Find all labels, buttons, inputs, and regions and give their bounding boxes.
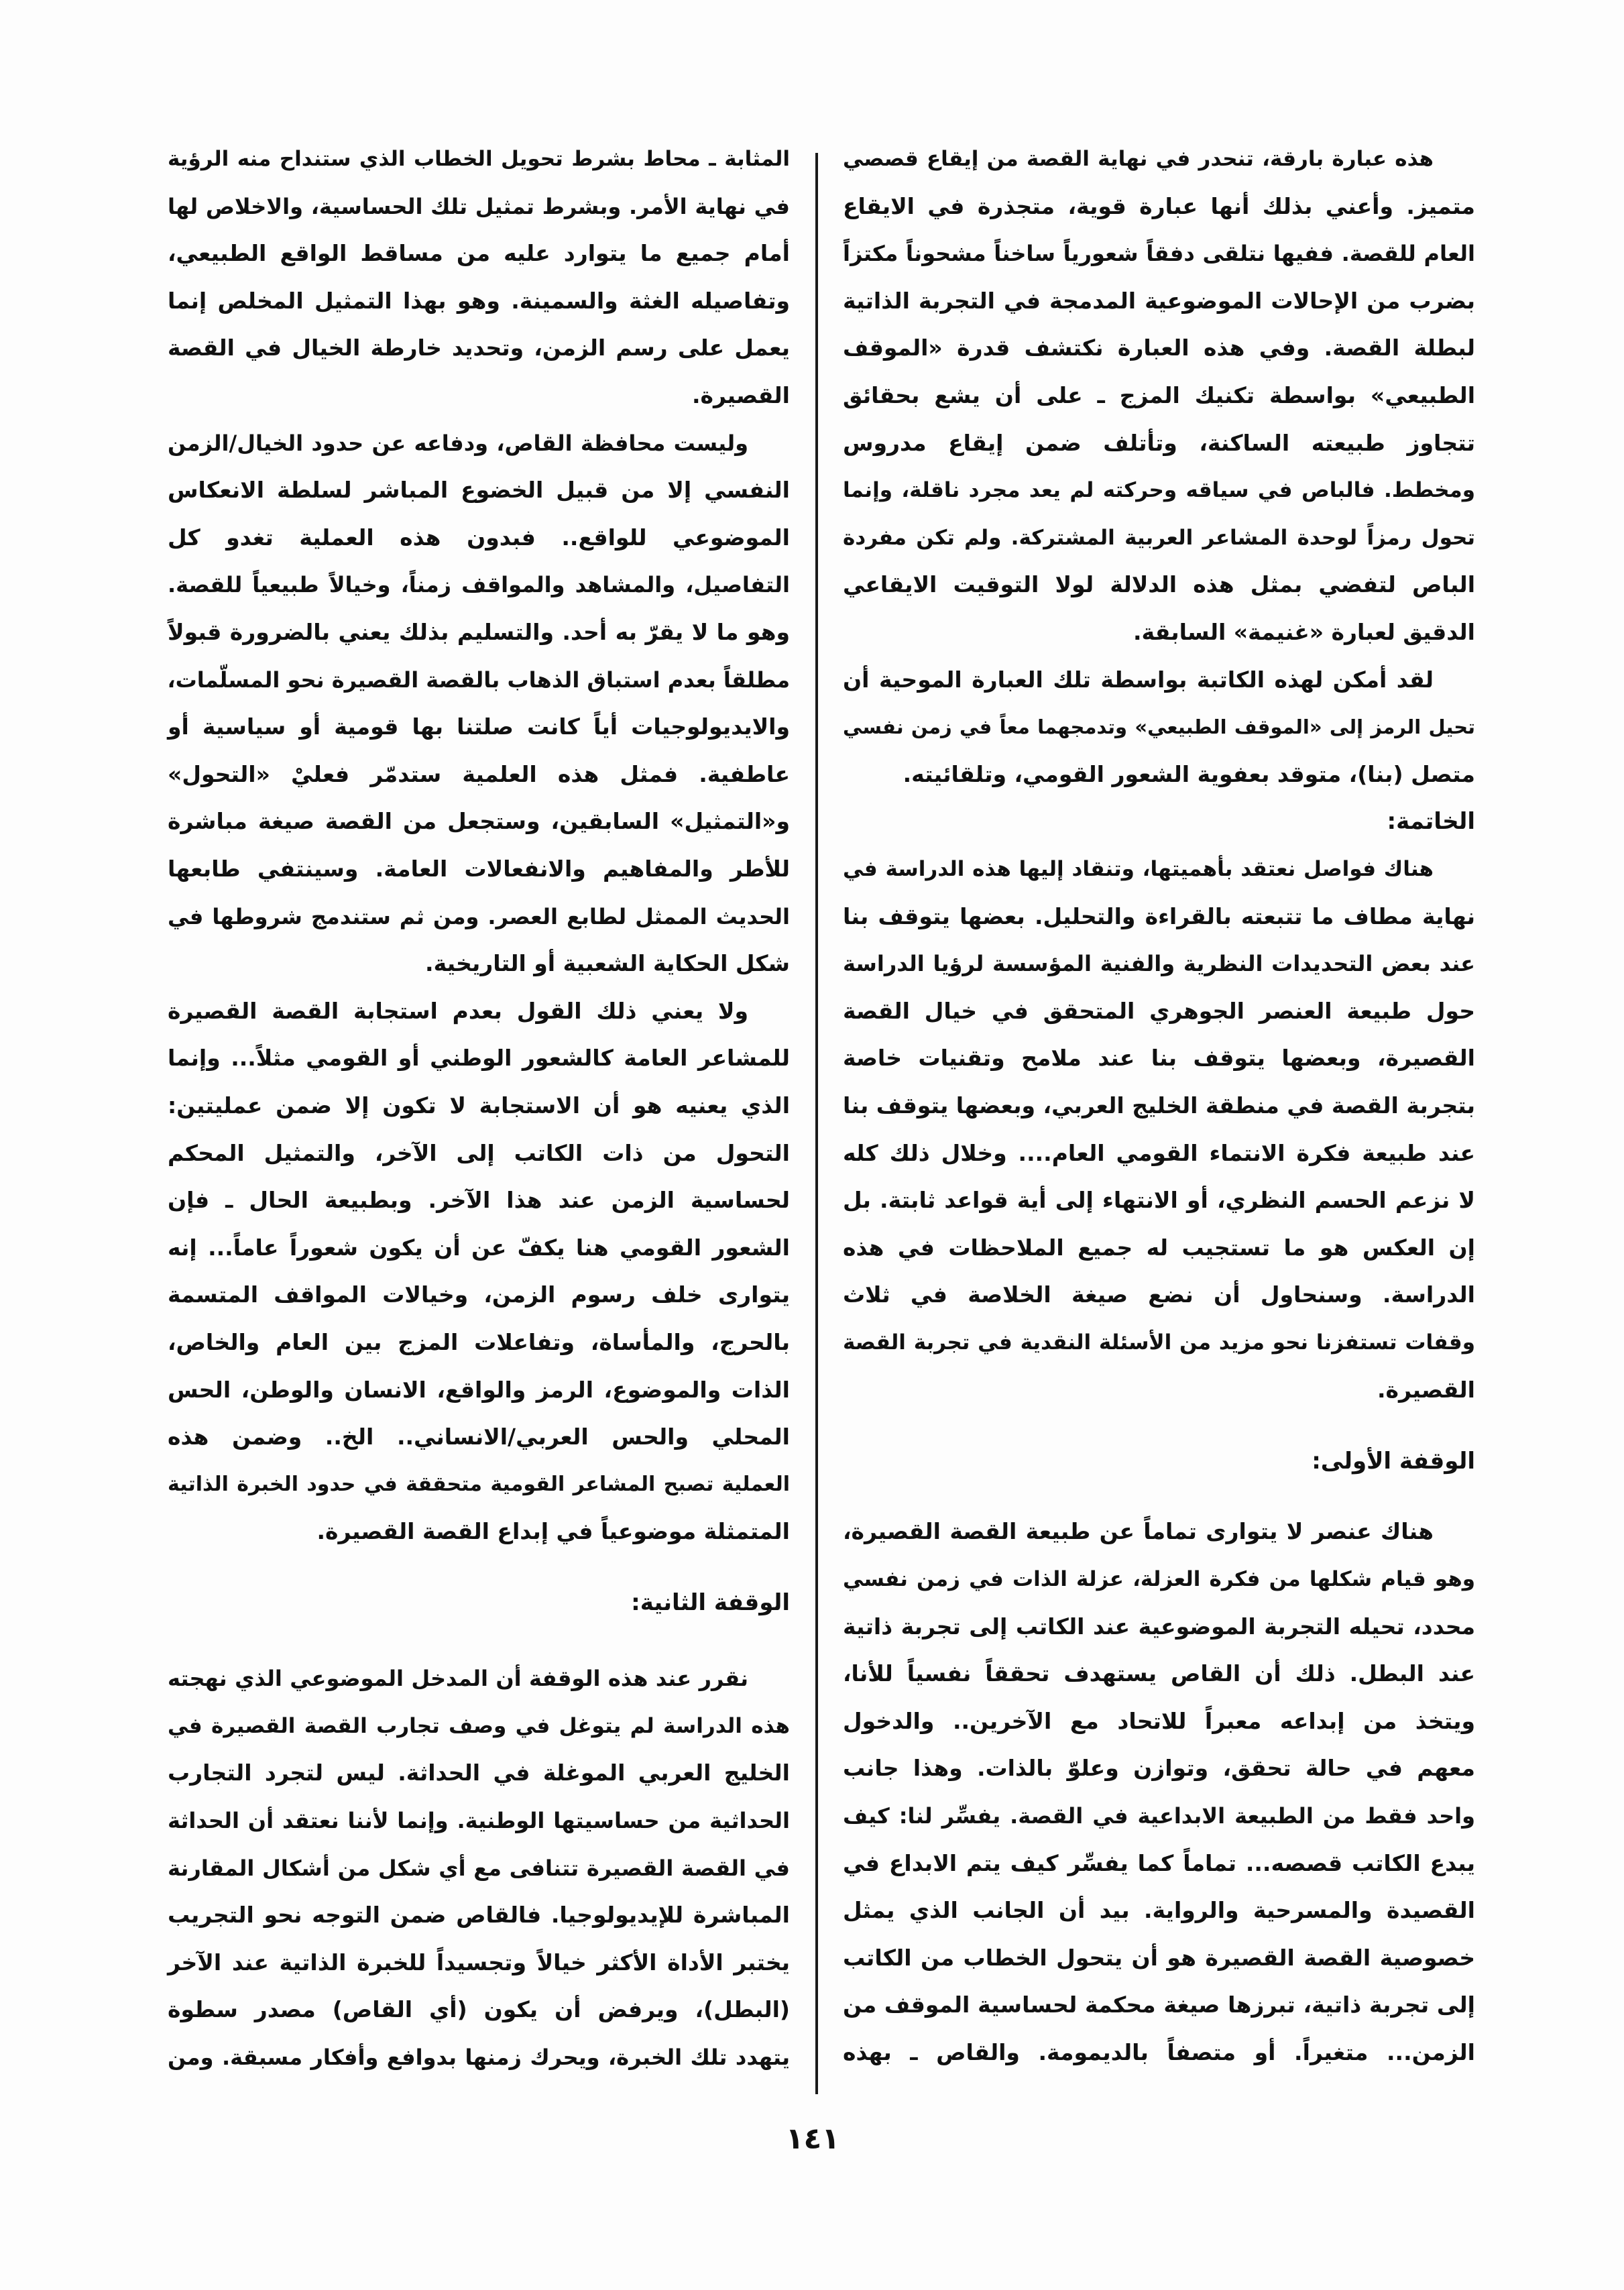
text-line: والايديولوجيات أياً كانت صلتنا بها قومية أو سياسية أو	[168, 713, 790, 740]
text-line: التفاصيل، والمشاهد والمواقف زمناً، وخيالاً طبيعياً للقصة.	[168, 572, 790, 598]
text-line: ولا يعني ذلك القول بعدم استجابة القصة القصيرة	[168, 997, 748, 1024]
text-line: ومخطط. فالباص في سياقه وحركته لم يعد مجرد ناقلة، وإنما	[843, 478, 1475, 503]
column-divider	[815, 153, 818, 2094]
text-line: نهاية مطاف ما تتبعته بالقراءة والتحليل. بعضها يتوقف بنا	[843, 903, 1475, 929]
text-line: عند بعض التحديدات النظرية والفنية المؤسسة لرؤيا الدراسة	[843, 951, 1475, 977]
text-line: و«التمثيل» السابقين، وستجعل من القصة صيغة مباشرة	[168, 808, 790, 835]
text-line: حول طبيعة العنصر الجوهري المتحقق في خيال القصة	[843, 997, 1475, 1024]
text-line: الدراسة. وسنحاول أن نضع صيغة الخلاصة في ثلاث	[843, 1281, 1475, 1308]
text-line: تحيل الرمز إلى «الموقف الطبيعي» وتدمجهما معاً في زمن نفسي	[843, 715, 1475, 739]
left-column	[168, 0, 790, 2290]
page-number: ١٤١	[785, 2122, 840, 2156]
text-line: المباشرة للإيديولوجيا. فالقاص ضمن التوجه نحو التجريب	[168, 1902, 790, 1929]
heading-text: الوقفة الأولى:	[1312, 1447, 1475, 1475]
text-line: ويتخذ من إبداعه معبراً للاتحاد مع الآخرين.. والدخول	[843, 1707, 1475, 1734]
text-line: معهم في حالة تحقق، وتوازن وعلوّ بالذات. وهذا جانب	[843, 1755, 1475, 1782]
text-line: الباص لتفضي بمثل هذه الدلالة لولا التوقيت الايقاعي	[843, 571, 1475, 598]
text-line: للأطر والمفاهيم والانفعالات العامة. وسينتفي طابعها	[168, 856, 790, 882]
text-line: لحساسية الزمن عند هذا الآخر. وبطبيعة الحال ـ فإن	[168, 1187, 790, 1214]
text-line: الخليج العربي الموغلة في الحداثة. ليس لتجرد التجارب	[168, 1760, 790, 1786]
text-line: في القصة القصيرة تتنافى مع أي شكل من أشكال المقارنة	[168, 1855, 790, 1881]
text-line: عند طبيعة فكرة الانتماء القومي العام.... وخلال ذلك كله	[843, 1139, 1475, 1166]
text-line: يختبر الأداة الأكثر خيالاً وتجسيداً للخبرة الذاتية عند الآخر	[168, 1949, 790, 1976]
heading-text: الوقفة الثانية:	[631, 1589, 790, 1617]
text-line: هناك فواصل نعتقد بأهميتها، وتنقاد إليها هذه الدراسة في	[843, 857, 1434, 881]
text-line: وليست محافظة القاص، ودفاعه عن حدود الخيال/الزمن	[168, 430, 748, 456]
text-line: الذات والموضوع، الرمز والواقع، الانسان والوطن، الحس	[168, 1376, 790, 1403]
text-line: هذه عبارة بارقة، تنحدر في نهاية القصة من إيقاع قصصي	[843, 147, 1434, 171]
text-line: المحلي والحس العربي/الانساني.. الخ.. وضمن هذه	[168, 1424, 790, 1450]
text-line: لا نزعم الحسم النظري، أو الانتهاء إلى أية قواعد ثابتة. بل	[843, 1187, 1475, 1214]
text-line: نقرر عند هذه الوقفة أن المدخل الموضوعي الذي نهجته	[168, 1666, 748, 1692]
text-line: تتجاوز طبيعته الساكنة، وتأتلف ضمن إيقاع مدروس	[843, 429, 1475, 456]
text-line: وتفاصيله الغثة والسمينة. وهو بهذا التمثيل المخلص إنما	[168, 287, 790, 314]
text-line: وهو قيام شكلها من فكرة العزلة، عزلة الذات في زمن نفسي	[843, 1567, 1475, 1591]
right-column	[843, 0, 1475, 2290]
text-line: لبطلة القصة. وفي هذه العبارة نكتشف قدرة «الموقف	[843, 335, 1475, 361]
text-line: في نهاية الأمر. وبشرط تمثيل تلك الحساسية، والاخلاص لها	[168, 193, 790, 219]
text-line: يتوارى خلف رسوم الزمن، وخيالات المواقف المتسمة	[168, 1281, 790, 1308]
text-line: القصيدة والمسرحية والرواية. بيد أن الجانب الذي يمثل	[843, 1897, 1475, 1924]
text-line: وقفات تستفزنا نحو مزيد من الأسئلة النقدية في تجربة القصة	[843, 1330, 1475, 1355]
text-line: وهو ما لا يقرّ به أحد. والتسليم بذلك يعني بالضرورة قبولاً	[168, 619, 790, 645]
text-line: بتجربة القصة في منطقة الخليج العربي، وبعضها يتوقف بنا	[843, 1092, 1475, 1119]
text-line: العملية تصبح المشاعر القومية متحققة في حدود الخبرة الذاتية	[168, 1472, 790, 1496]
text-line: هذه الدراسة لم يتوغل في وصف تجارب القصة القصيرة في	[168, 1713, 790, 1738]
text-line: الزمن... متغيراً. أو متصفاً بالديمومة. والقاص ـ بهذه	[843, 2039, 1475, 2065]
text-line: القصيرة، وبعضها يتوقف بنا عند ملامح وتقنيات خاصة	[843, 1045, 1475, 1072]
text-line: النفسي إلا من قبيل الخضوع المباشر لسلطة الانعكاس	[168, 477, 790, 504]
text-line: القصيرة.	[1377, 1376, 1475, 1403]
text-line: الطبيعي» بواسطة تكنيك المزج ـ على أن يشع بحقائق	[843, 382, 1475, 408]
text-line: بالحرج، والمأساة، وتفاعلات المزج بين العام والخاص،	[168, 1329, 790, 1355]
text-line: يعمل على رسم الزمن، وتحديد خارطة الخيال في القصة	[168, 335, 790, 361]
text-line: يبدع الكاتب قصصه... تماماً كما يفسِّر كيف يتم الابداع في	[843, 1849, 1475, 1876]
text-line: واحد فقط من الطبيعة الابداعية في القصة. يفسِّر لنا: كيف	[843, 1803, 1475, 1829]
text-line: الشعور القومي هنا يكفّ عن أن يكون شعوراً عاماً... إنه	[168, 1234, 790, 1261]
text-line: عند البطل. ذلك أن القاص يستهدف تحققاً نفسياً للأنا،	[843, 1660, 1475, 1687]
text-line: الموضوعي للواقع.. فبدون هذه العملية تغدو كل	[168, 524, 790, 551]
text-line: التحول من ذات الكاتب إلى الآخر، والتمثيل المحكم	[168, 1139, 790, 1166]
text-line: متميز. وأعني بذلك أنها عبارة قوية، متجذرة في الايقاع	[843, 192, 1475, 219]
text-line: للمشاعر العامة كالشعور الوطني أو القومي مثلاً... وإنما	[168, 1045, 790, 1072]
text-line: متصل (بنا)، متوقد بعفوية الشعور القومي، وتلقائيته.	[903, 760, 1475, 787]
text-line: العام للقصة. ففيها نتلقى دفقاً شعورياً ساخناً مشحوناً مكتزاً	[843, 241, 1475, 267]
text-line: لقد أمكن لهذه الكاتبة بواسطة تلك العبارة الموحية أن	[843, 666, 1434, 693]
text-line: الذي يعنيه هو أن الاستجابة لا تكون إلا ضمن عمليتين:	[168, 1092, 790, 1119]
text-line: (البطل)، ويرفض أن يكون (أي القاص) مصدر سطوة	[168, 1996, 790, 2023]
heading-text: الخاتمة:	[1387, 808, 1475, 836]
text-line: المتمثلة موضوعياً في إبداع القصة القصيرة.	[316, 1518, 790, 1545]
text-line: عاطفية. فمثل هذه العلمية ستدمّر فعليْ «التحول»	[168, 760, 790, 787]
text-line: محدد، تحيله التجربة الموضوعية عند الكاتب إلى تجربة ذاتية	[843, 1613, 1475, 1640]
text-line: الحداثية من حساسيتها الوطنية. وإنما لأننا نعتقد أن الحداثة	[168, 1808, 790, 1834]
text-line: مطلقاً بعدم استباق الذهاب بالقصة القصيرة نحو المسلّمات،	[167, 667, 790, 693]
text-line: الدقيق لعبارة «غنيمة» السابقة.	[1133, 619, 1475, 645]
text-line: هناك عنصر لا يتوارى تماماً عن طبيعة القصة القصيرة،	[843, 1518, 1434, 1545]
text-line: بضرب من الإحالات الموضوعية المدمجة في التجربة الذاتية	[843, 287, 1475, 314]
text-line: القصيرة.	[692, 382, 790, 408]
text-line: تحول رمزاً لوحدة المشاعر العربية المشتركة. ولم تكن مفردة	[843, 525, 1475, 550]
text-line: خصوصية القصة القصيرة هو أن يتحول الخطاب من الكاتب	[843, 1944, 1475, 1971]
text-line: شكل الحكاية الشعبية أو التاريخية.	[425, 950, 790, 977]
text-line: الحديث الممثل لطابع العصر. ومن ثم ستندمج شروطها في	[168, 903, 790, 929]
text-line: المثابة ـ محاط بشرط تحويل الخطاب الذي ستنداح منه الرؤية	[168, 147, 790, 171]
text-line: إن العكس هو ما تستجيب له جميع الملاحظات في هذه	[843, 1234, 1475, 1261]
text-line: أمام جميع ما يتوارد عليه من مساقط الواقع الطبيعي،	[168, 240, 790, 267]
text-line: إلى تجربة ذاتية، تبرزها صيغة محكمة لحساسية الموقف من	[843, 1992, 1475, 2018]
text-line: يتهدد تلك الخبرة، ويحرك زمنها بدوافع وأفكار مسبقة. ومن	[168, 2045, 790, 2071]
